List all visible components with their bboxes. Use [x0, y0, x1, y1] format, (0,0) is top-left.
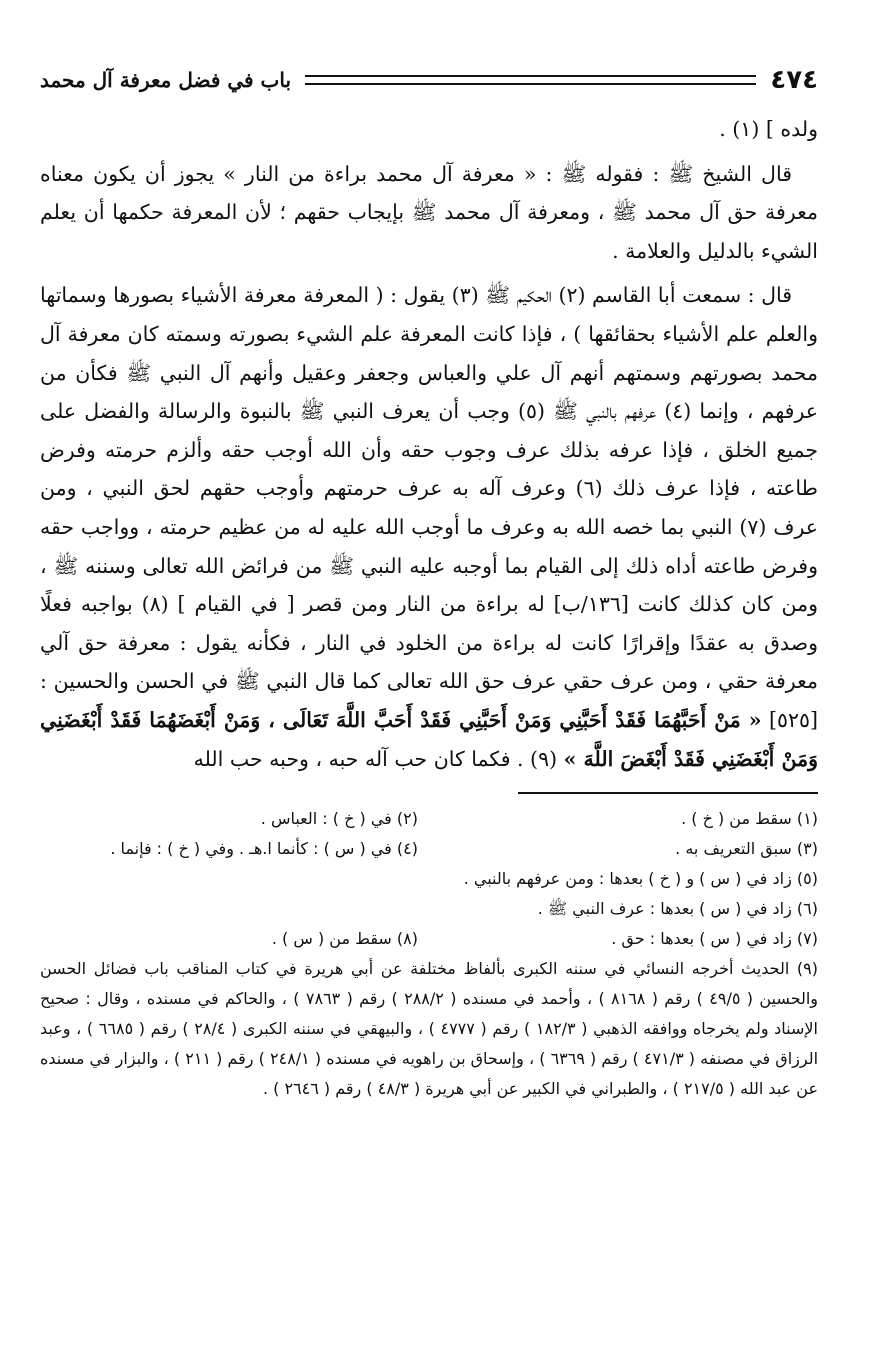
paragraph: ولده ] (١) . — [719, 117, 818, 141]
hadith-number: [٥٢٥] — [768, 707, 818, 732]
footnote-2: (٢) في ( خ ) : العباس . — [260, 809, 418, 829]
footnote-9: (٩) الحديث أخرجه النسائي في سننه الكبرى بألفاظ مختلفة عن أبي هريرة في كتاب المناقب باب فضائل الحسن والحسين ( ٤٩/٥ ) رقم ( ٨١٦٨ ) ، وأحمد في مسنده ( ٢٨٨/٢ ) رقم ( ٧٨٦٣ ) ، والحاكم في مسنده ، وقال : صحيح الإسناد ولم يخرجاه ووافقه الذهبي ( ١٨٢/٣ ) رقم ( ٤٧٧٧ ) ، والبيهقي في سننه الكبرى ( ٢٨/٤ ) رقم ( ٦٦٨٥ ) ، وعبد الرزاق في مصنفه ( ٤٧١/٣ ) رقم ( ٦٣٦٩ ) ، وإسحاق بن راهويه في مسنده ( ٢٤٨/١ ) رقم ( ٢١١ ) ، والبزار في مسنده عن عبد الله ( ٢١٧/٥ ) ، والطبراني في الكبير عن أبي هريرة ( ٤٨/٣ ) رقم ( ٢٦٤٦ ) . — [40, 959, 819, 1099]
footnote-row — [40, 834, 818, 864]
paragraph — [40, 276, 818, 778]
footnote-5: (٥) زاد في ( س ) و ( خ ) بعدها : ومن عرفهم بالنبي . — [463, 869, 818, 889]
footnote-4: (٤) في ( س ) : كأنما ا.هـ . وفي ( خ ) : فإنما . — [110, 839, 418, 859]
footnote-separator — [518, 792, 818, 794]
footnotes — [40, 804, 818, 1104]
footnote-7: (٧) زاد في ( س ) بعدها : حق . — [611, 929, 818, 949]
page-header — [40, 58, 818, 102]
footnote-6: (٦) زاد في ( س ) بعدها : عرف النبي ﷺ . — [537, 899, 818, 919]
footnote-8: (٨) سقط من ( س ) . — [271, 929, 418, 949]
book-page — [40, 58, 818, 1318]
main-text — [40, 110, 818, 778]
footnote-3: (٣) سبق التعريف به . — [675, 839, 818, 859]
running-title: باب في فضل معرفة آل محمد — [40, 68, 292, 92]
page-number: ٤٧٤ — [770, 65, 818, 95]
paragraph: قال الشيخ ﷺ : فقوله ﷺ : « معرفة آل محمد براءة من النار » يجوز أن يكون معناه معرفة حق آل محمد ﷺ ، ومعرفة آل محمد ﷺ بإيجاب حقهم ؛ لأن المعرفة حكمها أن يعلم الشيء بالدليل والعلامة . — [40, 161, 818, 263]
hadith-continuation: (٩) . فكما كان حب آله حبه ، وحبه حب الله — [193, 746, 558, 771]
footnote-row — [40, 924, 818, 954]
paragraph-text: قال : سمعت أبا القاسم (٢) الحكيم ﷺ (٣) يقول : ( المعرفة معرفة الأشياء بصورها وسماتها والعلم علم الأشياء بحقائقها ) ، فإذا كانت المعرفة علم الشيء بصورته وسمته كان معرفة آل محمد بصورتهم وسمتهم أنهم آل علي والعباس وجعفر وعقيل وأنهم آل النبي ﷺ فكأن من عرفهم ، وإنما (٤) عرفهم بالنبي ﷺ (٥) وجب أن يعرف النبي ﷺ بالنبوة والرسالة والفضل على جميع الخلق ، فإذا عرفه بذلك عرف وجوب حقه وأن الله أوجب حقه وألزم حرمته وفرض طاعته ، فإذا عرف ذلك (٦) وعرف آله به عرف حرمتهم وأوجب حقهم لحق النبي ، ومن عرف (٧) النبي بما خصه الله به وعرف ما أوجب الله عليه له من عظيم حرمته ، وواجب حقه وفرض طاعته أداه ذلك إلى القيام بما أوجبه عليه النبي ﷺ من فرائض الله تعالى وسننه ﷺ ، ومن كان كذلك كانت [١٣٦/ب] له براءة من النار ومن قصر [ في القيام ] (٨) بواجبه فعلًا وصدق به عقدًا وإقرارًا كانت له براءة من الخلود في النار ، فكأنه يقول : معرفة حق آلي معرفة حقي ، ومن عرف حقي عرف حق الله تعالى كما قال النبي ﷺ في الحسن والحسين : — [40, 283, 819, 694]
header-rule — [305, 75, 756, 85]
footnote-row — [40, 804, 818, 834]
hadith-text: « مَنْ أَحَبَّهُمَا فَقَدْ أَحَبَّنِي وَمَنْ أَحَبَّنِي فَقَدْ أَحَبَّ اللَّهَ تَعَالَى ، وَمَنْ أَبْغَضَهُمَا فَقَدْ أَبْغَضَنِي وَمَنْ أَبْغَضَنِي فَقَدْ أَبْغَضَ اللَّهَ » — [40, 707, 818, 771]
footnote-1: (١) سقط من ( خ ) . — [681, 809, 818, 829]
